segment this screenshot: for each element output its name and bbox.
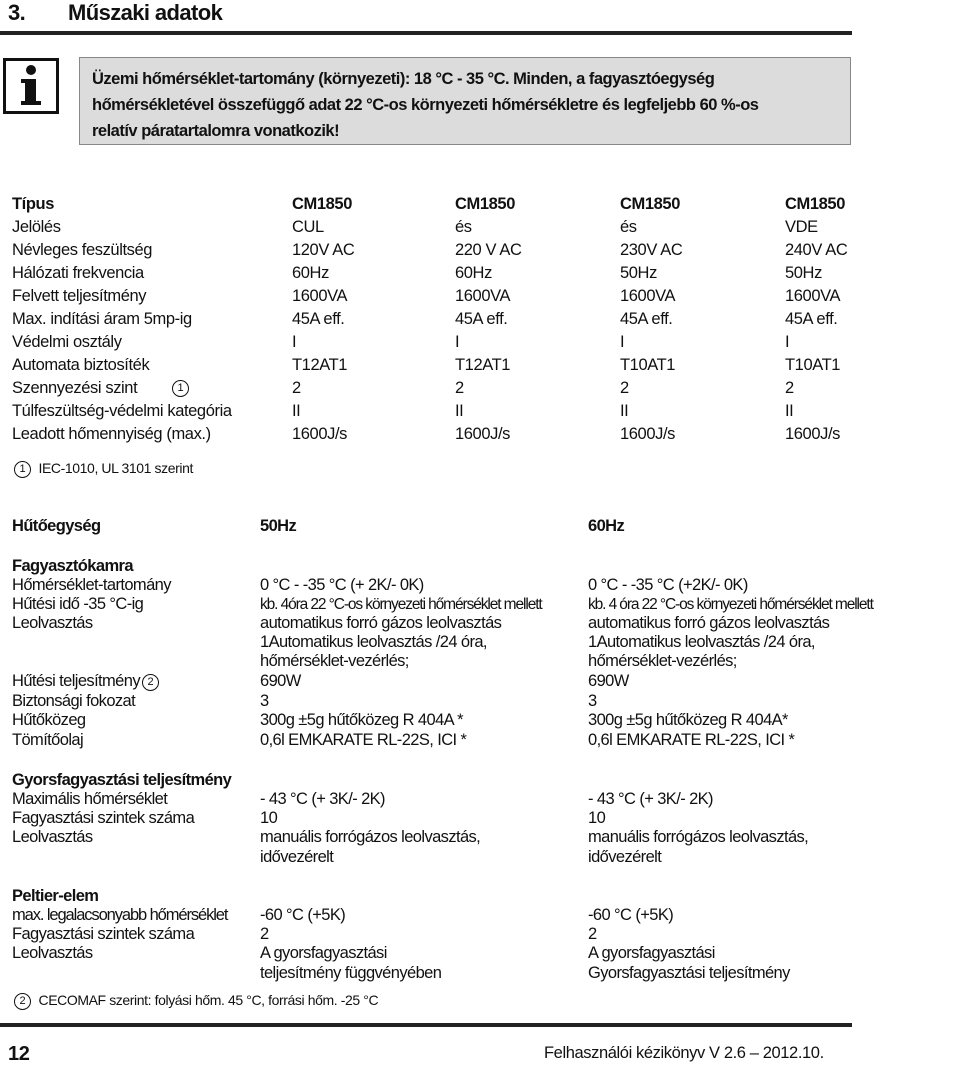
spec-value: II <box>292 402 301 420</box>
qf-defrost-row-cont <box>0 848 960 867</box>
row-label: Leolvasztás <box>12 828 93 846</box>
value-50hz: idővezérelt <box>260 848 334 866</box>
value-50hz: 0,6l EMKARATE RL-22S, ICI * <box>260 731 467 749</box>
spec-value: CM1850 <box>292 195 352 213</box>
spec-label: Felvett teljesítmény <box>12 287 147 305</box>
spec-value: és <box>455 218 472 236</box>
spec-value: CM1850 <box>455 195 515 213</box>
spec-label: Max. indítási áram 5mp-ig <box>12 310 192 328</box>
spec-label: Leadott hőmennyiség (max.) <box>12 425 211 443</box>
temp-range-row <box>0 576 960 595</box>
row-label <box>12 672 163 691</box>
value-60hz: hőmérséklet-vezérlés; <box>588 652 737 670</box>
spec-value: 1600VA <box>455 287 511 305</box>
oil-row <box>0 731 960 750</box>
value-50hz: teljesítmény függvényében <box>260 964 442 982</box>
value-50hz: -60 °C (+5K) <box>260 906 346 924</box>
spec-row <box>0 262 960 285</box>
spec-row <box>0 216 960 239</box>
spec-value: II <box>455 402 464 420</box>
value-60hz: 10 <box>588 809 606 827</box>
safety-row <box>0 692 960 711</box>
row-label-text: Hűtési teljesítmény <box>12 672 140 690</box>
spec-value: T10AT1 <box>785 356 841 374</box>
value-60hz: 0 °C - -35 °C (+2K/- 0K) <box>588 576 748 594</box>
value-60hz: manuális forrógázos leolvasztás, <box>588 828 809 846</box>
value-50hz: A gyorsfagyasztási <box>260 944 387 962</box>
freezer-title-row <box>0 557 960 576</box>
spec-value: II <box>785 402 794 420</box>
cooling-power-row <box>0 672 960 691</box>
spec-value: CM1850 <box>620 195 680 213</box>
value-50hz: kb. 4óra 22 °C-os környezeti hőmérséklet mellett <box>260 596 542 613</box>
value-50hz: automatikus forró gázos leolvasztás <box>260 614 502 632</box>
footnote-marker: 1 <box>14 461 31 478</box>
spec-value: 1600J/s <box>620 425 675 443</box>
spec-row <box>0 331 960 354</box>
cooling-header-label: Hűtőegység <box>12 517 101 535</box>
row-label: max. legalacsonyabb hőmérséklet <box>12 906 228 924</box>
value-60hz: 1Automatikus leolvasztás /24 óra, <box>588 633 815 651</box>
spec-value: 1600J/s <box>455 425 510 443</box>
value-60hz: 690W <box>588 672 629 690</box>
col-header-50hz: 50Hz <box>260 517 297 535</box>
spec-value: 1600J/s <box>785 425 840 443</box>
cooling-header-row <box>0 517 960 536</box>
spec-value: 230V AC <box>620 241 683 259</box>
row-label: Maximális hőmérséklet <box>12 790 168 808</box>
spec-value: és <box>620 218 637 236</box>
spec-value: 2 <box>455 379 464 397</box>
footnote-text: CECOMAF szerint: folyási hőm. 45 °C, forrási hőm. -25 °C <box>38 992 379 1008</box>
spec-label: Hálózati frekvencia <box>12 264 144 282</box>
quick-freeze-title-row <box>0 771 960 790</box>
section-heading <box>8 0 222 26</box>
row-label: Tömítőolaj <box>12 731 84 749</box>
spec-label: Típus <box>12 195 54 213</box>
value-50hz: 0 °C - -35 °C (+ 2K/- 0K) <box>260 576 424 594</box>
col-header-60hz: 60Hz <box>588 517 625 535</box>
value-50hz: 300g ±5g hűtőközeg R 404A * <box>260 711 463 729</box>
qf-defrost-row <box>0 828 960 847</box>
max-temp-row <box>0 790 960 809</box>
levels-row <box>0 809 960 828</box>
value-60hz: 3 <box>588 692 597 710</box>
note-line: Üzemi hőmérséklet-tartomány (környezeti): 18 °C - 35 °C. Minden, a fagyasztóegység <box>92 70 715 88</box>
section-title: Műszaki adatok <box>68 0 223 25</box>
spec-value: T10AT1 <box>620 356 676 374</box>
value-50hz: - 43 °C (+ 3K/- 2K) <box>260 790 385 808</box>
spec-value: 45A eff. <box>785 310 838 328</box>
note-line: hőmérsékletével összefüggő adat 22 °C-os környezeti hőmérsékletre és legfeljebb 60 %-os <box>92 96 759 114</box>
footnote-text: IEC-1010, UL 3101 szerint <box>38 460 193 476</box>
quick-freeze-title: Gyorsfagyasztási teljesítmény <box>12 771 232 789</box>
value-60hz: -60 °C (+5K) <box>588 906 674 924</box>
peltier-levels-row <box>0 925 960 944</box>
spec-value: 1600VA <box>292 287 348 305</box>
spec-label: Jelölés <box>12 218 61 236</box>
top-rule <box>0 31 852 35</box>
spec-value: 60Hz <box>292 264 329 282</box>
defrost-row-cont <box>0 633 960 652</box>
spec-value: T12AT1 <box>292 356 348 374</box>
spec-value: I <box>455 333 460 351</box>
value-60hz: A gyorsfagyasztási <box>588 944 715 962</box>
value-50hz: 10 <box>260 809 278 827</box>
peltier-defrost-row <box>0 944 960 963</box>
spec-footnote <box>12 460 193 478</box>
spec-value: 50Hz <box>785 264 822 282</box>
row-label: Fagyasztási szintek száma <box>12 809 195 827</box>
freezer-title: Fagyasztókamra <box>12 557 133 575</box>
value-50hz: manuális forrógázos leolvasztás, <box>260 828 481 846</box>
spec-value: 240V AC <box>785 241 848 259</box>
spec-value: 45A eff. <box>455 310 508 328</box>
spec-value: 1600VA <box>620 287 676 305</box>
spec-row <box>0 354 960 377</box>
footnote-marker: 2 <box>142 674 159 691</box>
row-label: Leolvasztás <box>12 614 93 632</box>
spec-value: CM1850 <box>785 195 845 213</box>
row-label: Biztonsági fokozat <box>12 692 136 710</box>
min-temp-row <box>0 906 960 925</box>
value-60hz: kb. 4 óra 22 °C-os környezeti hőmérséklet mellett <box>588 596 873 613</box>
row-label: Hőmérséklet-tartomány <box>12 576 171 594</box>
peltier-title: Peltier-elem <box>12 887 99 905</box>
cooling-footnote <box>12 992 378 1010</box>
spec-value: VDE <box>785 218 818 236</box>
value-60hz: 2 <box>588 925 597 943</box>
value-50hz: 2 <box>260 925 269 943</box>
value-60hz: idővezérelt <box>588 848 662 866</box>
row-label: Leolvasztás <box>12 944 93 962</box>
spec-value: 2 <box>292 379 301 397</box>
cooling-time-row <box>0 595 960 614</box>
spec-value: 220 V AC <box>455 241 522 259</box>
spec-row <box>0 377 960 400</box>
refrigerant-row <box>0 711 960 730</box>
value-50hz: 1Automatikus leolvasztás /24 óra, <box>260 633 487 651</box>
spec-row <box>0 308 960 331</box>
value-60hz: automatikus forró gázos leolvasztás <box>588 614 830 632</box>
spec-row <box>0 400 960 423</box>
spec-value: I <box>292 333 297 351</box>
spec-value: 45A eff. <box>620 310 673 328</box>
value-50hz: 690W <box>260 672 301 690</box>
spec-value: 2 <box>785 379 794 397</box>
spec-label: Védelmi osztály <box>12 333 122 351</box>
spec-value: I <box>620 333 625 351</box>
spec-value: 50Hz <box>620 264 657 282</box>
spec-label: Automata biztosíték <box>12 356 150 374</box>
spec-value: 45A eff. <box>292 310 345 328</box>
value-60hz: 0,6l EMKARATE RL-22S, ICI * <box>588 731 795 749</box>
note-line: relatív páratartalomra vonatkozik! <box>92 122 340 140</box>
defrost-row-cont <box>0 652 960 671</box>
peltier-title-row <box>0 887 960 906</box>
spec-row <box>0 285 960 308</box>
footnote-marker: 2 <box>14 993 31 1010</box>
spec-value: CUL <box>292 218 324 236</box>
spec-value: I <box>785 333 790 351</box>
value-50hz: hőmérséklet-vezérlés; <box>260 652 409 670</box>
value-60hz: 300g ±5g hűtőközeg R 404A* <box>588 711 788 729</box>
section-number: 3. <box>8 0 26 25</box>
spec-value: T12AT1 <box>455 356 511 374</box>
spec-value: 60Hz <box>455 264 492 282</box>
spec-row <box>0 423 960 446</box>
value-60hz: - 43 °C (+ 3K/- 2K) <box>588 790 713 808</box>
info-icon <box>3 58 59 114</box>
value-60hz: Gyorsfagyasztási teljesítmény <box>588 964 790 982</box>
spec-row <box>0 193 960 216</box>
row-label: Hűtőközeg <box>12 711 86 729</box>
spec-row <box>0 239 960 262</box>
spec-value: 120V AC <box>292 241 355 259</box>
row-label: Fagyasztási szintek száma <box>12 925 195 943</box>
operating-conditions-note <box>79 57 851 145</box>
spec-value: II <box>620 402 629 420</box>
spec-value: 1600VA <box>785 287 841 305</box>
spec-value: 2 <box>620 379 629 397</box>
spec-label: Túlfeszültség-védelmi kategória <box>12 402 232 420</box>
spec-label: Szennyezési szint <box>12 379 138 397</box>
spec-label: Névleges feszültség <box>12 241 153 259</box>
page-number: 12 <box>8 1043 30 1065</box>
peltier-defrost-row-cont <box>0 964 960 983</box>
document-title: Felhasználói kézikönyv V 2.6 – 2012.10. <box>544 1044 824 1062</box>
value-50hz: 3 <box>260 692 269 710</box>
defrost-row <box>0 614 960 633</box>
spec-value: 1600J/s <box>292 425 347 443</box>
footnote-marker: 1 <box>172 380 189 397</box>
bottom-rule <box>0 1023 852 1027</box>
row-label: Hűtési idő -35 °C-ig <box>12 595 144 613</box>
